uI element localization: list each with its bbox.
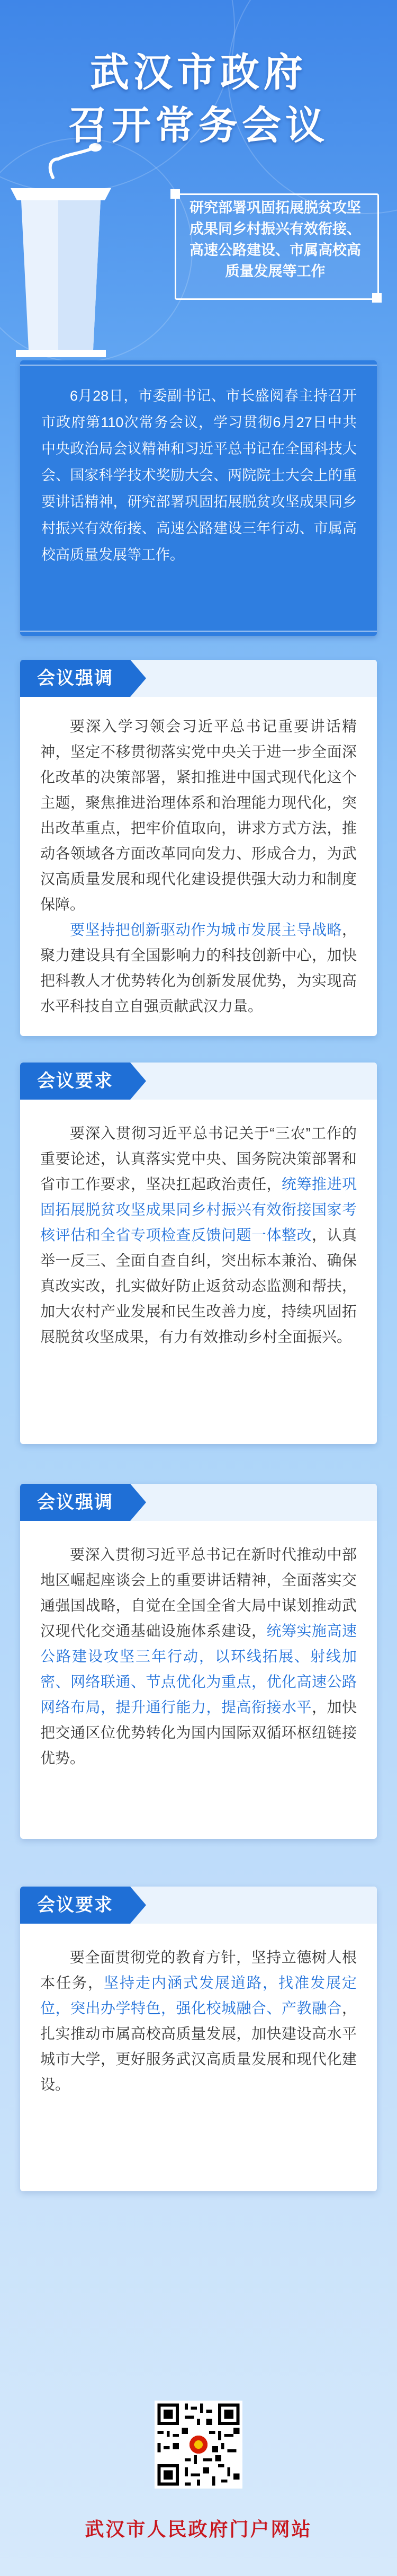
section-paragraph bbox=[40, 1542, 357, 1771]
section-card bbox=[20, 660, 377, 1036]
page-title-line1: 武汉市政府 bbox=[90, 50, 307, 94]
section-card bbox=[20, 1887, 377, 2191]
section-body bbox=[40, 1542, 357, 1771]
paragraph-text: 要深入贯彻习近平总书记关于“三农”工作的重要论述，认真落实党中央、国务院决策部署和省市工作要求，坚决扛起政治责任， bbox=[40, 1125, 357, 1192]
section-tag bbox=[20, 1484, 130, 1521]
paragraph-text: 要深入贯彻习近平总书记在新时代推动中部地区崛起座谈会上的重要讲话精神，全面落实交通强国战略，自觉在全国全省大局中谋划推动武汉现代化交通基础设施体系建设， bbox=[40, 1546, 357, 1639]
paragraph-text: ，加快把交通区位优势转化为国内国际双循环枢纽链接优势。 bbox=[40, 1699, 357, 1766]
section-meeting-emphasis-1 bbox=[20, 660, 377, 1036]
section-body bbox=[40, 714, 357, 1019]
paragraph-text: ，扎实推动市属高校高质量发展，加快建设高水平城市大学，更好服务武汉高质量发展和现代化建设。 bbox=[40, 2000, 357, 2093]
divider-line bbox=[20, 365, 377, 366]
highlight-text: 要坚持把创新驱动作为城市发展主导战略 bbox=[70, 922, 342, 938]
divider-line bbox=[20, 631, 377, 632]
section-meeting-requirement-2 bbox=[20, 1887, 377, 2191]
section-paragraph: 要深入学习领会习近平总书记重要讲话精神，坚定不移贯彻落实党中央关于进一步全面深化改革的决策部署，紧扣推进中国式现代化这个主题，聚焦推进治理体系和治理能力现代化，突出改革重点，把牢价值取向，讲求方式方法，推动各领域各方面改革同向发力、形成合力，为武汉高质量发展和现代化建设提供强大动力和制度保障。 bbox=[40, 718, 357, 913]
podium-microphone-icon bbox=[0, 138, 122, 360]
section-tag bbox=[20, 1887, 130, 1924]
section-body bbox=[40, 1121, 357, 1350]
section-paragraph bbox=[40, 1121, 357, 1350]
footer-site-name[interactable]: 武汉市人民政府门户网站 bbox=[85, 2519, 312, 2540]
section-tag bbox=[20, 660, 130, 697]
paragraph-text: ，聚力建设具有全国影响力的科技创新中心，加快把科教人才优势转化为创新发展优势，为实现高水平科技自立自强贡献武汉力量。 bbox=[40, 922, 357, 1014]
qr-code-icon[interactable] bbox=[155, 2401, 242, 2489]
section-tag-label: 会议要求 bbox=[37, 1895, 113, 1915]
header-banner bbox=[0, 0, 397, 360]
highlight-text: 统筹实施高速公路建设攻坚三年行动，以环线拓展、射线加密、网络联通、节点优化为重点，优化高速公路网络布局，提升通行能力，提高衔接水平 bbox=[40, 1623, 357, 1715]
paragraph-text: ，认真举一反三、全面自查自纠，突出标本兼治、确保真改实改，扎实做好防止返贫动态监测和帮扶，加大农村产业发展和民生改善力度，持续巩固拓展脱贫攻坚成果，有力有效推动乡村全面振兴。 bbox=[40, 1227, 357, 1345]
section-meeting-requirement-1 bbox=[20, 1063, 377, 1444]
highlight-text: 统筹推进巩固拓展脱贫攻坚成果同乡村振兴有效衔接国家考核评估和全省专项检查反馈问题一体整改 bbox=[40, 1176, 357, 1243]
section-card bbox=[20, 1063, 377, 1444]
intro-text: 6月28日，市委副书记、市长盛阅春主持召开市政府第110次常务会议，学习贯彻6月27日中共中央政治局会议精神和习近平总书记在全国科技大会、国家科学技术奖励大会、两院院士大会上的重要讲话精神，研究部署巩固拓展脱贫攻坚成果同乡村振兴有效衔接、高速公路建设三年行动、市属高校高质量发展等工作。 bbox=[41, 388, 357, 563]
subtitle: 研究部署巩固拓展脱贫攻坚成果同乡村振兴有效衔接、高速公路建设、市属高校高质量发展等工作 bbox=[190, 200, 361, 279]
frame-corner bbox=[372, 293, 382, 303]
section-tag-label: 会议强调 bbox=[37, 1492, 113, 1512]
section-paragraph bbox=[40, 1945, 357, 2097]
highlight-text: 坚持走内涵式发展道路，找准发展定位，突出办学特色，强化校城融合、产教融合 bbox=[40, 1975, 357, 2016]
section-paragraph bbox=[40, 917, 357, 1019]
section-tag-label: 会议强调 bbox=[37, 668, 113, 688]
frame-corner bbox=[170, 189, 180, 199]
intro-box bbox=[20, 360, 377, 636]
section-body bbox=[40, 1945, 357, 2097]
section-tag bbox=[20, 1063, 130, 1100]
paragraph-text: 要全面贯彻党的教育方针，坚持立德树人根本任务， bbox=[40, 1949, 357, 1991]
section-card bbox=[20, 1484, 377, 1839]
section-tag-label: 会议要求 bbox=[37, 1071, 113, 1091]
section-meeting-emphasis-2 bbox=[20, 1484, 377, 1839]
page-title-line2: 召开常务会议 bbox=[68, 103, 329, 147]
